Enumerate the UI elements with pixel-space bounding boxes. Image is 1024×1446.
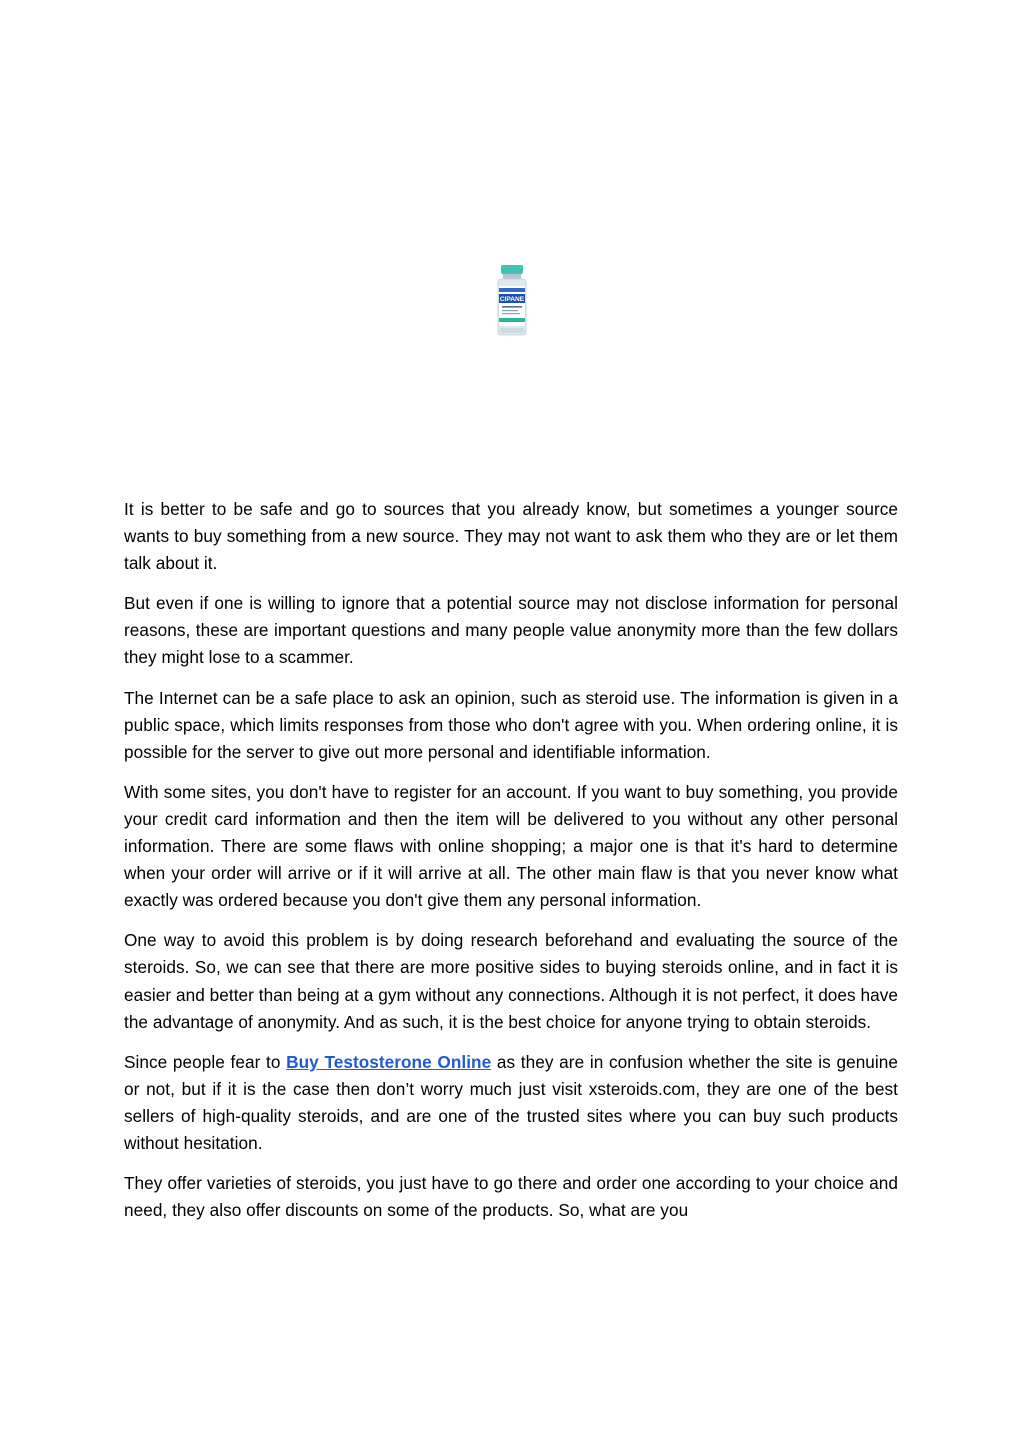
vial-label-text: CIPANE [499, 296, 525, 304]
paragraph-3: The Internet can be a safe place to ask an opinion, such as steroid use. The information is given in a public space, which limits responses from those who don't agree with you. When ordering online, it is possible for the server to give out more personal and identifiable information. [124, 687, 898, 762]
paragraph-4: With some sites, you don't have to register for an account. If you want to buy something, you provide your credit card information and then the item will be delivered to you without any other personal information. There are some flaws with online shopping; a major one is that it's hard to determine when your order will arrive or if it will arrive at all. The other main flaw is that you never know what exactly was ordered because you don't give them any personal information. [124, 781, 898, 911]
paragraph-7: They offer varieties of steroids, you just have to go there and order one according to your choice and need, they also offer discounts on some of the products. So, what are you [124, 1173, 898, 1221]
paragraph-6 [124, 1049, 898, 1157]
paragraph-1: It is better to be safe and go to sources that you already know, but sometimes a younger source wants to buy something from a new source. They may not want to ask them who they are or let them talk about it. [124, 499, 898, 574]
paragraph-6-before: Since people fear to [124, 1051, 287, 1072]
buy-testosterone-link[interactable]: Buy Testosterone Online [286, 1051, 492, 1072]
paragraph-2: But even if one is willing to ignore that a potential source may not disclose information for personal reasons, these are important questions and many people value anonymity more than the few dollars they might lose to a scammer. [124, 593, 898, 668]
product-image [495, 264, 529, 336]
vial-icon [495, 264, 529, 336]
paragraph-6-after: as they are in confusion whether the site is genuine or not, but if it is the case then don’t worry much just visit xsteroids.com, they are one of the best sellers of high-quality steroids, and are one of the trusted sites where you can buy such products without hesitation. [124, 1051, 898, 1153]
article-body [124, 496, 898, 1224]
paragraph-5: One way to avoid this problem is by doing research beforehand and evaluating the source of the steroids. So, we can see that there are more positive sides to buying steroids online, and in fact it is easier and better than being at a gym without any connections. Although it is not perfect, it does have the advantage of anonymity. And as such, it is the best choice for anyone trying to obtain steroids. [124, 930, 898, 1032]
